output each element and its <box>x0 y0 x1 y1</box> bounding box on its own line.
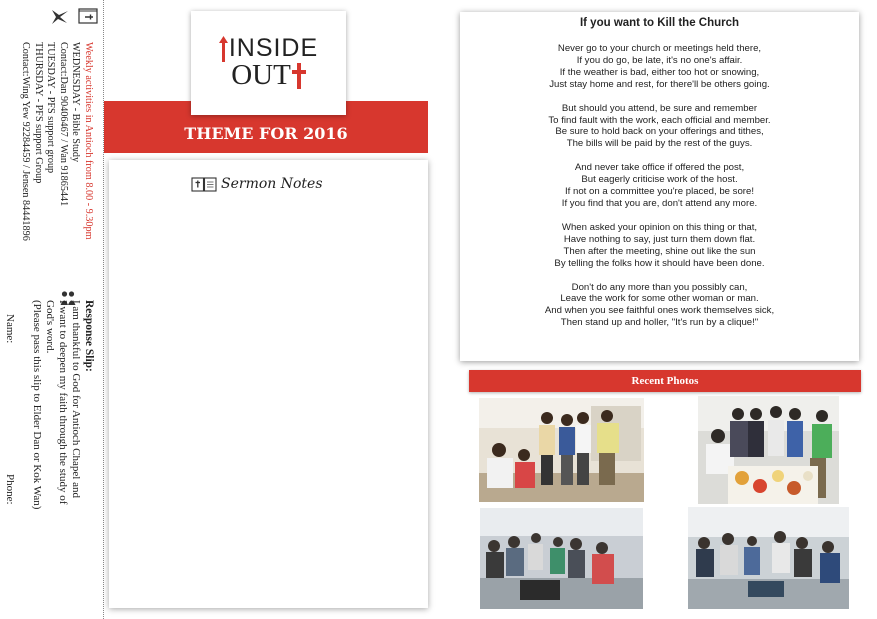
poem-stanza <box>460 222 859 270</box>
response-slip <box>30 300 95 530</box>
poem-line: If the weather is bad, either too hot or snowing, <box>559 66 760 78</box>
poem-line: Just stay home and rest, for there'll be others going. <box>549 78 770 90</box>
weekly-activities <box>19 42 94 241</box>
study-group-photo <box>688 507 849 609</box>
activities-title: Weekly activities in Antioch from 8.00 - 9.30pm <box>83 42 94 240</box>
poem-line: When asked your opinion on this thing or that, <box>561 221 758 233</box>
response-line: (Please pass this slip to Elder Dan or Kok Wan) <box>31 300 43 510</box>
recent-photos-banner: Recent Photos <box>469 370 861 392</box>
sermon-notes-header <box>191 176 323 192</box>
poem-line: Have nothing to say, just turn them down flat. <box>563 233 756 245</box>
poem-line: Then stand up and holler, "It's run by a clique!" <box>560 317 759 329</box>
rotated-content <box>0 0 104 619</box>
poem-line: The bills will be paid by the rest of the guys. <box>566 138 753 150</box>
sermon-notes-title: Sermon Notes <box>221 176 323 192</box>
poem-line: If not on a committee you're placed, be sore! <box>564 186 754 198</box>
poem-line: And when you see faithful ones work themselves sick, <box>544 305 775 317</box>
poem-line: But should you attend, be sure and remember <box>561 102 758 114</box>
logo-text-inside: INSIDE <box>228 34 319 62</box>
red-arrow-icon <box>219 36 228 62</box>
open-bible-icon <box>191 176 217 192</box>
poem-stanza <box>460 43 859 91</box>
response-line: I want to deepen my faith through the study of God's word. <box>44 300 69 505</box>
theme-banner: THEME FOR 2016 <box>104 101 428 153</box>
poem-line: Don't do any more than you possibly can, <box>571 281 748 293</box>
name-field-label: Name: <box>4 314 16 344</box>
logo-line-out <box>231 59 306 92</box>
poem-stanza <box>460 103 859 151</box>
activity-line: Contact:Wing Yew 92284459 / Jensen 84441896 <box>20 42 32 241</box>
poem-line: To find fault with the work, each official and member. <box>548 114 771 126</box>
response-title: Response Slip: <box>83 300 95 372</box>
dove-icon <box>50 8 70 26</box>
activity-line: THURSDAY - PFS support Group <box>33 42 44 184</box>
poem-line: And never take office if offered the post, <box>574 162 745 174</box>
food-table-photo <box>698 396 839 504</box>
sermon-notes-card <box>109 160 428 608</box>
poem-stanza <box>460 162 859 210</box>
activity-line: TUESDAY - PFS support group <box>45 42 57 174</box>
poem-line: Leave the work for some other woman or man. <box>560 293 759 305</box>
red-cross-icon <box>292 63 306 89</box>
rotated-info-strip <box>0 0 104 619</box>
inside-out-logo <box>191 11 346 115</box>
poem-title: If you want to Kill the Church <box>579 17 740 29</box>
activity-line: WEDNESDAY - Bible Study <box>70 42 82 163</box>
poem-line: Be sure to hold back on your offerings and tithes, <box>555 126 764 138</box>
poem-line: Then after the meeting, shine out like the sun <box>563 245 756 257</box>
poem-line: If you do go, be late, it's no one's affair. <box>576 54 743 66</box>
group-discussion-photo <box>480 508 643 609</box>
poem-line: Never go to your church or meetings held there, <box>557 43 762 54</box>
poem-stanza <box>460 282 859 330</box>
activity-icons <box>42 8 98 26</box>
poem-card <box>460 12 859 361</box>
poem-line: By telling the folks how it should have been done. <box>554 257 765 269</box>
poem-line: If you find that you are, don't attend any more. <box>561 197 758 209</box>
activity-line: Contact:Dan 90406467 / Wan 91865441 <box>58 42 69 207</box>
bible-icon <box>78 8 98 24</box>
response-line: I am thankful to God for Antioch Chapel and <box>70 300 82 498</box>
phone-field-label: Phone: <box>4 474 16 505</box>
poem-line: But eagerly criticise work of the host. <box>581 174 738 186</box>
logo-text-out: OUT <box>231 59 291 91</box>
group-photo <box>479 398 644 502</box>
